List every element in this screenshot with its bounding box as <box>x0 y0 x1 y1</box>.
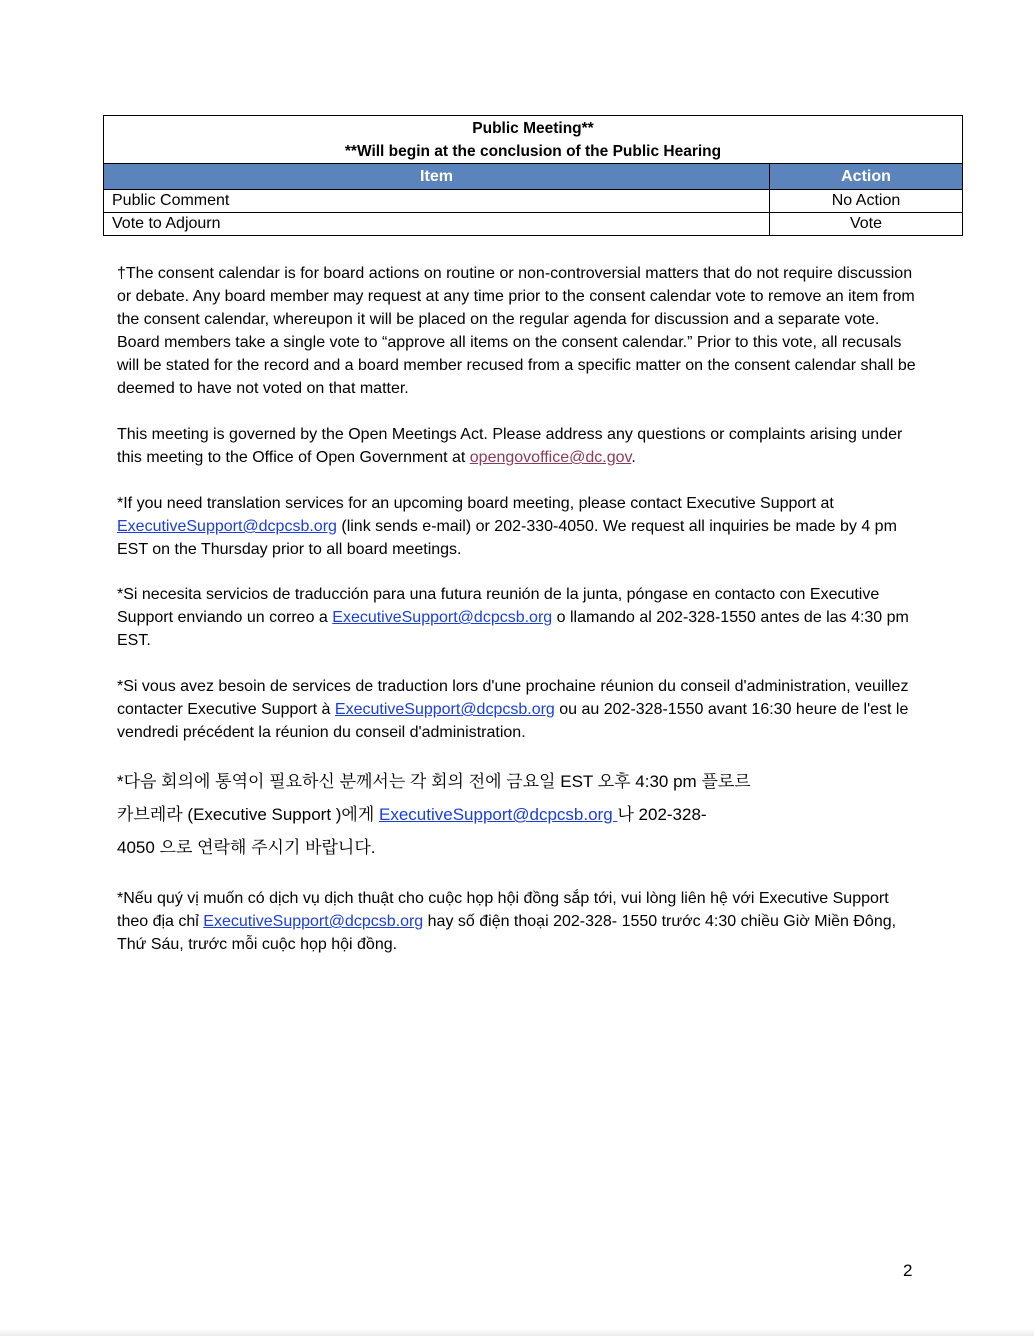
translation-english-paragraph <box>117 492 917 561</box>
translation-vietnamese-text-end: hay số điện thoại 202-328- 1550 trước 4:30 chiều Giờ Miền Đông, Thứ Sáu, trước mỗi cuộc họp hội đồng. <box>117 913 897 953</box>
page-number: 2 <box>903 1261 913 1280</box>
translation-korean-line1: *다음 회의에 통역이 필요하신 분께서는 각 회의 전에 금요일 EST 오후 4:30 pm 플로르 <box>117 772 751 791</box>
consent-calendar-note: †The consent calendar is for board actions on routine or non-controversial matters that do not require discussion or debate. Any board member may request at any time prior to the consent calendar vote to remove an item from the consent calendar, whereupon it will be placed on the regular agenda for discussion and a separate vote. Board members take a single vote to “approve all items on the consent calendar.” Prior to this vote, all recusals will be stated for the record and a board member recused from a specific matter on the consent calendar shall be deemed to have not voted on that matter. <box>117 265 916 397</box>
open-meetings-paragraph <box>117 423 917 469</box>
executive-support-email-link[interactable]: ExecutiveSupport@dcpcsb.org <box>117 518 337 535</box>
row-item: Vote to Adjourn <box>104 213 770 236</box>
translation-spanish-text: *Si necesita servicios de traducción para una futura reunión de la junta, póngase en contacto con Executive Support enviando un correo a <box>117 586 880 626</box>
translation-french-text-end: ou au 202-328-1550 avant 16:30 heure de l'est le vendredi précédent la réunion du conseil d'administration. <box>117 701 909 741</box>
column-header-item: Item <box>104 164 770 190</box>
table-row <box>104 213 963 236</box>
executive-support-email-link[interactable]: ExecutiveSupport@dcpcsb.org <box>334 701 555 718</box>
table-title <box>104 116 963 164</box>
table-title-line1: Public Meeting** <box>472 120 594 137</box>
translation-english-text: *If you need translation services for an upcoming board meeting, please contact Executive Support at <box>117 495 834 512</box>
translation-vietnamese-text: *Nếu quý vị muốn có dịch vụ dịch thuật cho cuộc họp hội đồng sắp tới, vui lòng liên hệ với Executive Support theo địa chỉ <box>117 890 889 930</box>
row-action: No Action <box>770 190 963 213</box>
row-action: Vote <box>770 213 963 236</box>
table-title-line2: **Will begin at the conclusion of the Public Hearing <box>344 143 722 160</box>
translation-french-paragraph <box>117 675 917 744</box>
translation-korean-line3: 4050 으로 연락해 주시기 바랍니다. <box>117 838 376 857</box>
page-bottom-edge <box>0 1328 1034 1336</box>
table-header-row <box>104 164 963 190</box>
open-meetings-text: This meeting is governed by the Open Meetings Act. Please address any questions or complaints arising under this meeting to the Office of Open Government at <box>117 426 903 466</box>
executive-support-email-link[interactable]: ExecutiveSupport@dcpcsb.org <box>203 913 424 930</box>
opengov-email-link[interactable]: opengovoffice@dc.gov <box>469 449 632 466</box>
open-meetings-text-end: . <box>631 449 636 466</box>
table-row <box>104 190 963 213</box>
executive-support-email-link[interactable]: ExecutiveSupport@dcpcsb.org <box>379 805 618 824</box>
translation-spanish-text-end: o llamando al 202-328-1550 antes de las 4:30 pm EST. <box>117 609 909 649</box>
translation-korean-line2-end: 나 202-328- <box>617 805 707 824</box>
translation-french-text: *Si vous avez besoin de services de traduction lors d'une prochaine réunion du conseil d'administration, veuillez contacter Executive Support à <box>117 678 909 718</box>
translation-korean-line2: 카브레라 (Executive Support )에게 <box>117 805 379 824</box>
table-title-row <box>104 116 963 164</box>
public-meeting-table <box>103 115 963 236</box>
translation-vietnamese-paragraph <box>117 887 917 956</box>
row-item: Public Comment <box>104 190 770 213</box>
executive-support-email-link[interactable]: ExecutiveSupport@dcpcsb.org <box>332 609 553 626</box>
translation-spanish-paragraph <box>117 583 917 652</box>
translation-english-text-end: (link sends e-mail) or 202-330-4050. We request all inquiries be made by 4 pm EST on the Thursday prior to all board meetings. <box>117 518 897 558</box>
column-header-action: Action <box>770 164 963 190</box>
translation-korean-paragraph <box>117 765 917 864</box>
